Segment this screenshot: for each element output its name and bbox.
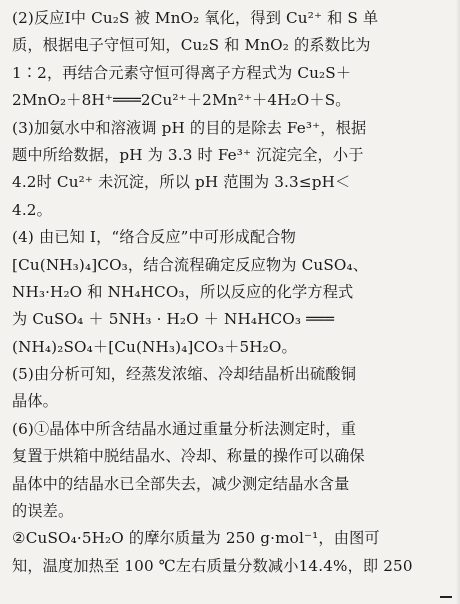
corner-mark <box>440 596 452 598</box>
text-line-9: (4) 由已知 Ⅰ，“络合反应”中可形成配合物 <box>12 228 296 247</box>
text-line-8: 4.2。 <box>12 200 52 219</box>
text-line-7: 4.2时 Cu²⁺ 未沉淀，所以 pH 范围为 3.3≤pH＜ <box>12 173 351 192</box>
text-line-3: 1∶2，再结合元素守恒可得离子方程式为 Cu₂S＋ <box>12 63 352 82</box>
text-line-14: (5)由分析可知，经蒸发浓缩、冷却结晶析出硫酸铜 <box>12 365 357 384</box>
text-line-17: 复置于烘箱中脱结晶水、冷却、称量的操作可以确保 <box>12 447 365 466</box>
text-line-6: 题中所给数据，pH 为 3.3 时 Fe³⁺ 沉淀完全，小于 <box>12 145 364 164</box>
text-line-19: 的误差。 <box>12 502 74 521</box>
text-line-10: [Cu(NH₃)₄]CO₃，结合流程确定反应物为 CuSO₄、 <box>12 255 369 274</box>
answer-text <box>12 5 450 580</box>
text-line-18: 晶体中的结晶水已全部失去，减少测定结晶水含量 <box>12 474 350 493</box>
text-line-21: 知，温度加热至 100 ℃左右质量分数减小14.4%，即 250 <box>12 556 413 575</box>
text-line-5: (3)加氨水中和溶液调 pH 的目的是除去 Fe³⁺，根据 <box>12 118 367 137</box>
text-line-11: NH₃·H₂O 和 NH₄HCO₃，所以反应的化学方程式 <box>12 282 354 301</box>
text-line-15: 晶体。 <box>12 392 59 411</box>
text-line-2: 质，根据电子守恒可知，Cu₂S 和 MnO₂ 的系数比为 <box>12 36 371 55</box>
text-line-12: 为 CuSO₄ ＋ 5NH₃ · H₂O ＋ NH₄HCO₃ ═══ <box>12 310 334 329</box>
text-line-20: ②CuSO₄·5H₂O 的摩尔质量为 250 g·mol⁻¹，由图可 <box>12 529 380 548</box>
text-line-16: (6)①晶体中所含结晶水通过重量分析法测定时，重 <box>12 419 357 438</box>
page-edge-shadow <box>456 0 460 604</box>
text-line-13: (NH₄)₂SO₄＋[Cu(NH₃)₄]CO₃＋5H₂O。 <box>12 337 297 356</box>
text-line-1: (2)反应Ⅰ中 Cu₂S 被 MnO₂ 氧化，得到 Cu²⁺ 和 S 单 <box>12 9 379 27</box>
text-line-4: 2MnO₂＋8H⁺═══2Cu²⁺＋2Mn²⁺＋4H₂O＋S。 <box>12 91 351 110</box>
